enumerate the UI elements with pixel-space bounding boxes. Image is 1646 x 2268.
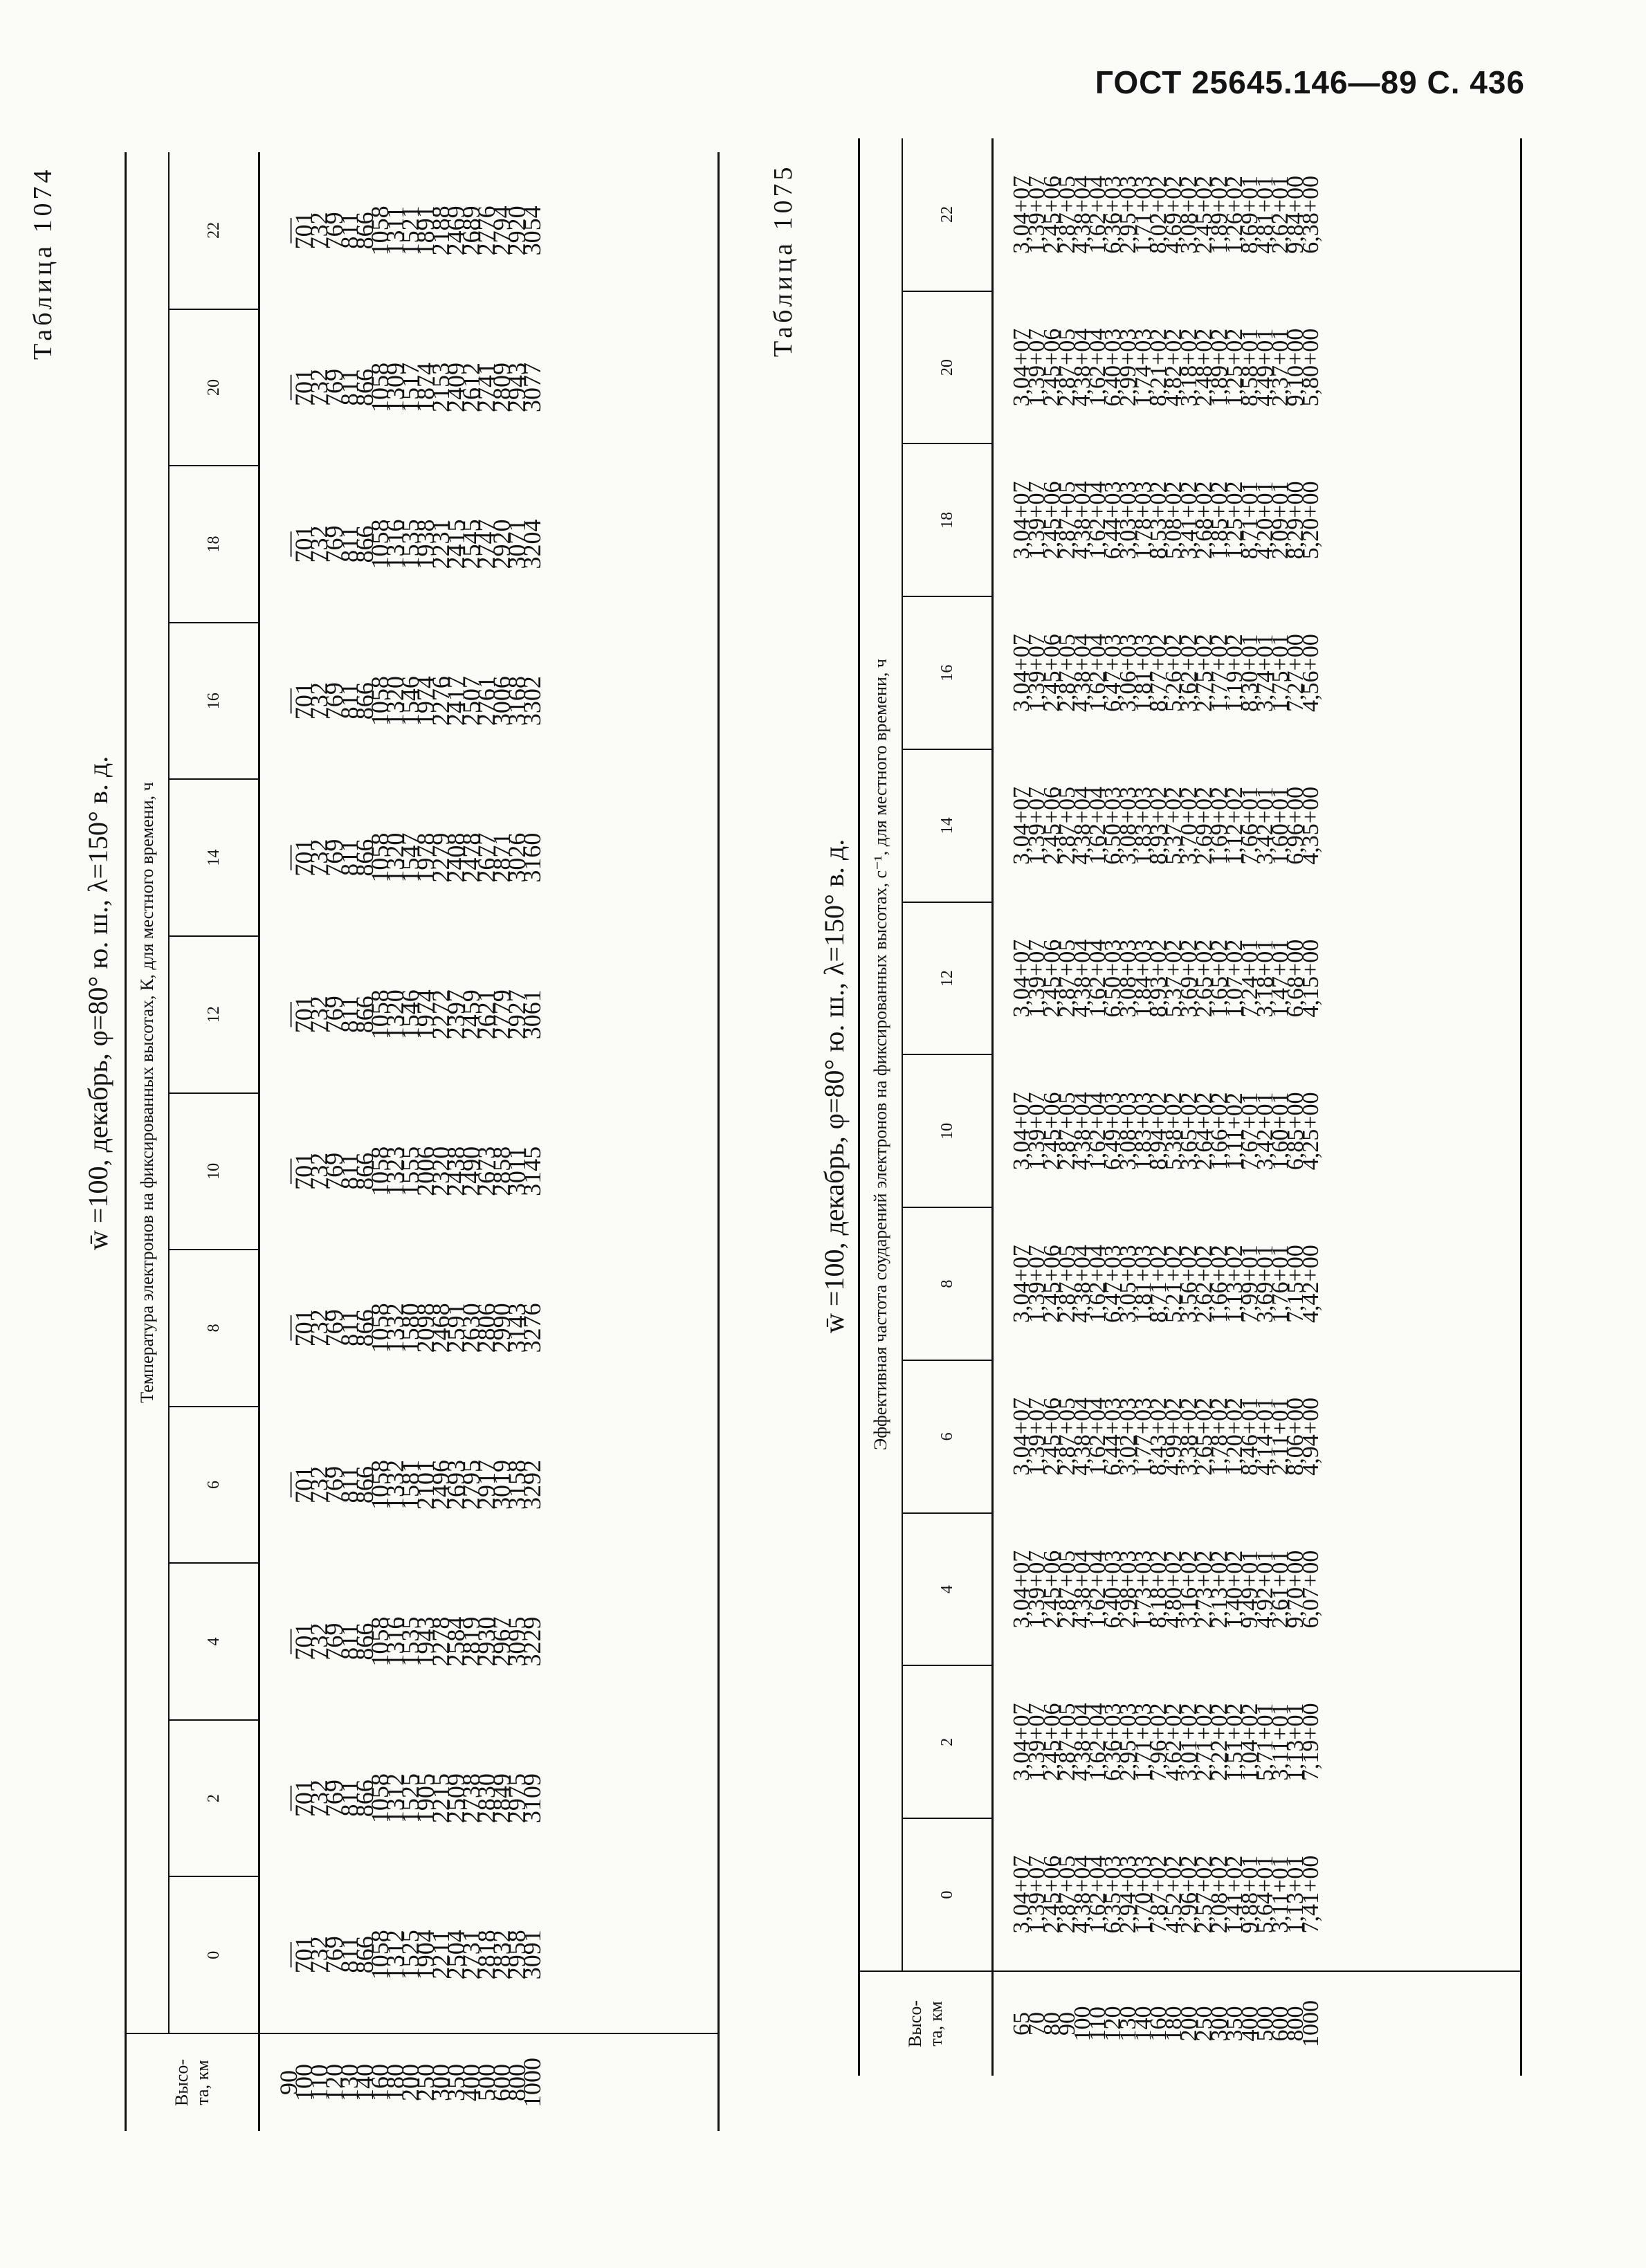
value-column: — 701 732 769 811 866 1058 1323 1555 2006 2320 2438 2490 2673 2858 3011 3145	[259, 1093, 719, 1250]
hour-column-header: 20	[902, 291, 993, 444]
value-column: 3,04+07 1,39+07 2,45+06 2,87+05 4,38+04 1,62+04 6,35+03 2,94+03 1,70+03 7,87+02 4,52+02 2,96+02 2,57+02 2,08+02 1,41+02 9,88+01 5,64+01 3,11+01 1,13+01 7,41+00	[993, 1818, 1521, 1971]
value-column: 3,04+07 1,39+07 2,45+06 2,87+05 4,38+04 1,62+04 6,36+03 2,95+03 1,71+03 7,96+02 4,62+02 3,01+02 2,71+02 2,22+02 1,51+02 1,04+02 5,71+01 3,11+01 1,13+01 7,19+00	[993, 1666, 1521, 1819]
value-column: — 701 732 769 811 866 1058 1312 1525 1904 2211 2504 2731 2818 2832 2958 3091	[259, 1876, 719, 2033]
table-1074-caption: Таблица 1074	[28, 166, 57, 360]
hour-column-header: 22	[169, 152, 259, 309]
table-1074-condition: w̄ =100, декабрь, φ=80° ю. ш., λ=150° в. д.	[82, 756, 113, 1251]
altitude-column-header: Высо- та, км	[126, 2033, 259, 2131]
hour-column-header: 6	[169, 1407, 259, 1564]
value-column: — 701 732 769 811 866 1058 1332 1580 2098 2468 2591 2630 2806 2990 3143 3276	[259, 1250, 719, 1407]
value-column: — 701 732 769 811 866 1058 1320 1546 1974 2276 2417 2507 2761 3006 3168 3302	[259, 623, 719, 780]
value-column: 3,04+07 1,39+07 2,45+06 2,87+05 4,38+04 1,62+04 6,50+03 3,08+03 1,83+03 8,93+02 5,37+02 3,70+02 2,69+02 1,69+02 1,12+02 7,66+01 3,42+01 1,60+01 6,96+00 4,35+00	[993, 749, 1521, 902]
hour-column-header: 10	[169, 1093, 259, 1250]
hour-column-header: 20	[169, 309, 259, 466]
hour-column-header: 16	[169, 623, 259, 780]
hour-column-header: 6	[902, 1360, 993, 1513]
value-column: — 701 732 769 811 866 1058 1332 1581 2101 2496 2693 2795 2917 3019 3158 3292	[259, 1407, 719, 1564]
value-column: — 701 732 769 811 866 1058 1320 1547 1978 2279 2408 2478 2677 2871 3026 3160	[259, 779, 719, 936]
hour-column-header: 14	[902, 749, 993, 902]
value-column: — 701 732 769 811 866 1058 1309 1517 1874 2153 2409 2612 2741 2809 2943 3077	[259, 309, 719, 466]
value-column: — 701 732 769 811 866 1058 1311 1521 1891 2188 2469 2689 2776 2794 2920 3054	[259, 152, 719, 309]
hour-column-header: 2	[169, 1720, 259, 1877]
value-column: — 701 732 769 811 866 1058 1316 1535 1943 2278 2584 2819 2930 2967 3095 3229	[259, 1563, 719, 1720]
hour-column-header: 2	[902, 1666, 993, 1819]
value-column: 3,04+07 1,39+07 2,45+06 2,87+05 4,38+04 1,62+04 6,40+03 2,98+03 1,73+03 8,18+02 4,80+02 3,16+02 2,73+02 2,13+02 1,40+02 9,49+01 4,92+01 2,61+01 9,70+00 6,07+00	[993, 1513, 1521, 1666]
table-1075-condition: w̄ =100, декабрь, φ=80° ю. ш., λ=150° в. д.	[819, 839, 850, 1334]
value-column: 3,04+07 1,39+07 2,45+06 2,87+05 4,38+04 1,62+04 6,47+03 3,06+03 1,81+03 8,77+02 5,26+02 3,62+02 2,75+02 1,77+02 1,19+02 8,30+01 3,74+01 1,75+01 7,27+00 4,56+00	[993, 596, 1521, 749]
group-header: Температура электронов на фиксированных высотах, К, для местного времени, ч	[126, 152, 170, 2033]
value-column: 3,04+07 1,39+07 2,45+06 2,87+05 4,38+04 1,62+04 6,50+03 3,08+03 1,84+03 8,93+02 5,37+02 3,69+02 2,65+02 1,65+02 1,07+02 7,24+01 3,18+01 1,47+01 6,68+00 4,15+00	[993, 902, 1521, 1055]
table-1074	[125, 152, 720, 2131]
hour-column-header: 18	[169, 466, 259, 623]
table-1075	[858, 138, 1522, 2076]
value-column: 3,04+07 1,39+07 2,45+06 2,87+05 4,38+04 1,62+04 6,44+03 3,03+03 1,78+03 8,53+02 5,08+02 3,41+02 2,68+02 1,85+02 1,25+02 8,71+01 4,20+01 2,09+01 8,29+00 5,20+00	[993, 444, 1521, 597]
hour-column-header: 14	[169, 779, 259, 936]
hour-column-header: 16	[902, 596, 993, 749]
hour-column-header: 10	[902, 1055, 993, 1208]
value-column: 3,04+07 1,39+07 2,45+06 2,87+05 4,38+04 1,62+04 6,36+03 2,95+03 1,71+03 8,02+02 4,69+02 3,08+02 2,45+02 1,89+02 1,26+02 8,69+01 4,81+01 2,62+01 9,84+00 6,38+00	[993, 138, 1521, 291]
page-header: ГОСТ 25645.146—89 С. 436	[1095, 64, 1525, 100]
value-column: 3,04+07 1,39+07 2,45+06 2,87+05 4,38+04 1,62+04 6,47+03 3,05+03 1,81+03 8,71+02 5,21+02 3,56+02 2,62+02 1,66+02 1,13+02 7,99+01 3,69+01 1,76+01 7,15+00 4,42+00	[993, 1207, 1521, 1360]
value-column: — 701 732 769 811 866 1058 1316 1535 1938 2231 2415 2545 2747 2920 3071 3204	[259, 466, 719, 623]
value-column: 3,04+07 1,39+07 2,45+06 2,87+05 4,38+04 1,62+04 6,40+03 2,99+03 1,74+03 8,21+02 4,82+02 3,18+02 2,48+02 1,89+02 1,25+02 8,58+01 4,49+01 2,37+01 9,10+00 5,80+00	[993, 291, 1521, 444]
value-column: — 701 732 769 811 866 1058 1320 1546 1974 2272 2397 2459 2621 2779 2927 3061	[259, 936, 719, 1093]
hour-column-header: 4	[169, 1563, 259, 1720]
value-column: 3,04+07 1,39+07 2,45+06 2,87+05 4,38+04 1,62+04 6,44+03 3,02+03 1,77+03 8,43+02 4,99+02 3,38+02 2,65+02 1,78+02 1,20+02 8,46+01 4,14+01 2,11+01 8,06+00 4,94+00	[993, 1360, 1521, 1513]
hour-column-header: 8	[169, 1250, 259, 1407]
hour-column-header: 4	[902, 1513, 993, 1666]
altitude-column-header: Высо- та, км	[859, 1971, 993, 2076]
altitude-values: 90 100 110 120 130 140 160 180 200 250 300 350 400 500 600 800 1000	[259, 2033, 719, 2131]
hour-column-header: 22	[902, 138, 993, 291]
table-1075-caption: Таблица 1075	[769, 163, 798, 357]
value-column: 3,04+07 1,39+07 2,45+06 2,87+05 4,38+04 1,62+04 6,49+03 3,08+03 1,83+03 8,94+02 5,38+02 3,65+02 2,64+02 1,66+02 1,11+02 7,67+01 3,42+01 1,60+01 6,85+00 4,25+00	[993, 1055, 1521, 1208]
altitude-values: 65 70 80 90 100 110 120 130 140 160 180 200 250 300 350 400 500 600 800 1000	[993, 1971, 1521, 2076]
value-column: — 701 732 769 811 866 1058 1312 1525 1905 2215 2509 2738 2830 2849 2975 3109	[259, 1720, 719, 1877]
hour-column-header: 8	[902, 1207, 993, 1360]
hour-column-header: 12	[169, 936, 259, 1093]
hour-column-header: 18	[902, 444, 993, 597]
hour-column-header: 0	[169, 1876, 259, 2033]
hour-column-header: 0	[902, 1818, 993, 1971]
group-header: Эффективная частота соударений электронов на фиксированных высотах, с⁻¹, для местного времени, ч	[859, 138, 903, 1971]
hour-column-header: 12	[902, 902, 993, 1055]
